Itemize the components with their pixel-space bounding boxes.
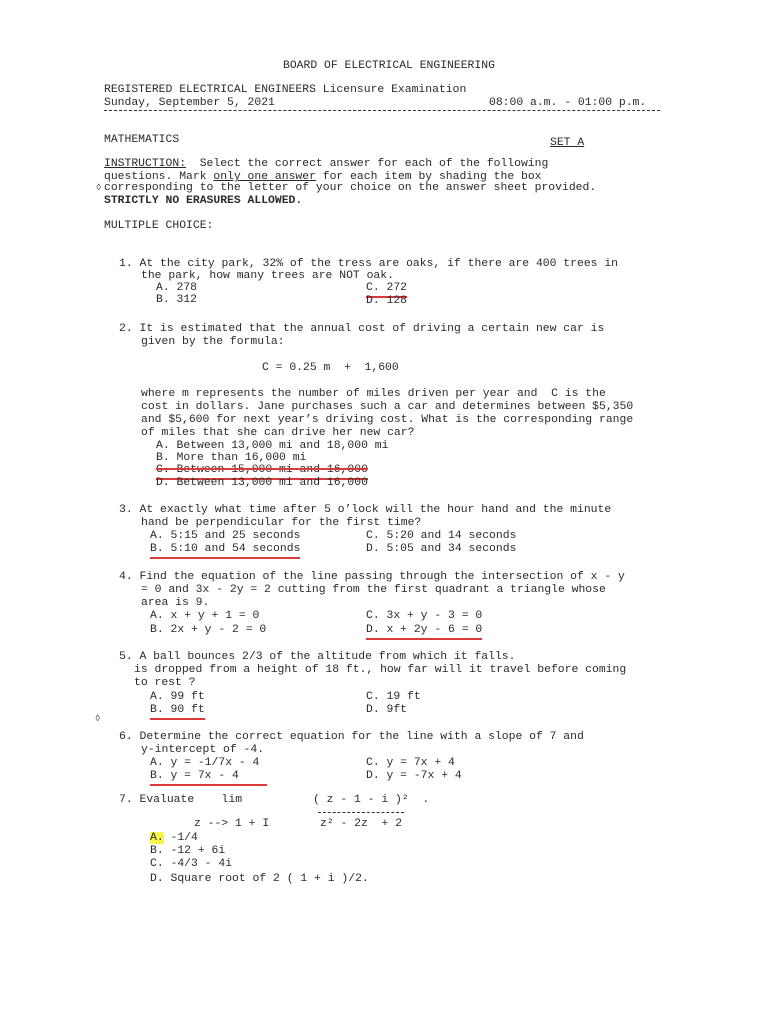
instruction-label: INSTRUCTION: [104,158,187,170]
q2-choice-c-marked: C. Between 15,000 mi and 16,000 [156,464,368,480]
q5-choice-d: D. 9ft [366,704,408,716]
q3-line-2: hand be perpendicular for the first time? [141,517,422,529]
q6-choice-c: C. y = 7x + 4 [366,757,455,769]
margin-diamond-icon: ◊ [96,183,102,193]
q4-line-1: 4. Find the equation of the line passing through the intersection of x - y [119,571,625,583]
q5-choice-c: C. 19 ft [366,691,421,703]
q5-line-3: to rest ? [134,677,196,689]
q7-choice-c: C. -4/3 - 4i [150,858,233,870]
q6-line-2: y-intercept of -4. [141,744,265,756]
q2-choice-b: B. More than 16,000 mi [156,452,307,464]
q6-choice-d: D. y = -7x + 4 [366,770,462,782]
q7-choice-b: B. -12 + 6i [150,845,226,857]
q3-choice-a: A. 5:15 and 25 seconds [150,530,301,542]
q4-choice-c: C. 3x + y - 3 = 0 [366,610,483,622]
q3-choice-b-marked: B. 5:10 and 54 seconds [150,543,300,559]
q1-choice-b: B. 312 [156,294,198,306]
q4-line-2: = 0 and 3x - 2y = 2 cutting from the first quadrant a triangle whose [141,584,606,596]
instruction-line-3: corresponding to the letter of your choice on the answer sheet provided. [104,182,597,194]
q7-choice-d: D. Square root of 2 ( 1 + i )/2. [150,873,369,885]
q1-line-1: 1. At the city park, 32% of the tress are oaks, if there are 400 trees in [119,258,618,270]
exam-title: REGISTERED ELECTRICAL ENGINEERS Licensure Examination [104,84,467,96]
q4-line-3: area is 9. [141,597,210,609]
instruction-text-2a: questions. Mark [104,171,214,183]
q5-choice-b-marked: B. 90 ft [150,704,205,720]
header-divider [104,110,660,111]
subject-title: MATHEMATICS [104,134,180,146]
q2-para-1: where m represents the number of miles driven per year and C is the [141,388,606,400]
instruction-line-4: STRICTLY NO ERASURES ALLOWED. [104,195,303,207]
instruction-text-1: Select the correct answer for each of the following [186,158,549,170]
instruction-text-2b: for each item by shading the box [315,171,542,183]
q6-choice-a: A. y = -1/7x - 4 [150,757,260,769]
q6-line-1: 6. Determine the correct equation for the line with a slope of 7 and [119,731,584,743]
q4-choice-d-marked: D. x + 2y - 6 = 0 [366,624,482,640]
exam-date: Sunday, September 5, 2021 [104,97,275,109]
q2-line-1: 2. It is estimated that the annual cost of driving a certain new car is [119,323,605,335]
q7-choice-a-highlight: A. [150,832,164,844]
margin-diamond-icon: ◊ [95,714,101,724]
q7-numerator: ( z - 1 - i )² . [313,794,430,806]
q5-line-2: is dropped from a height of 18 ft., how far will it travel before coming [134,664,627,676]
q2-para-3: and $5,600 for next year’s driving cost. What is the corresponding range [141,414,634,426]
section-title: MULTIPLE CHOICE: [104,220,214,232]
q7-line-1: 7. Evaluate lim [119,794,243,806]
q7-choice-a [150,832,198,846]
set-label: SET A [550,137,585,149]
q2-para-2: cost in dollars. Jane purchases such a car and determines between $5,350 [141,401,634,413]
q2-line-2: given by the formula: [141,336,285,348]
instruction-emphasis: only one answer [213,171,316,183]
q7-choice-a-text: -1/4 [163,832,198,844]
q3-choice-d: D. 5:05 and 34 seconds [366,543,517,555]
board-title: BOARD OF ELECTRICAL ENGINEERING [283,60,495,72]
q3-choice-c: C. 5:20 and 14 seconds [366,530,517,542]
q2-choice-d: D. Between 13,000 mi and 16,000 [156,477,368,489]
q4-choice-b: B. 2x + y - 2 = 0 [150,624,267,636]
instruction-line-1 [104,158,548,172]
q4-choice-a: A. x + y + 1 = 0 [150,610,260,622]
q5-choice-a: A. 99 ft [150,691,205,703]
q7-denominator: z² - 2z + 2 [320,818,403,830]
exam-time: 08:00 a.m. - 01:00 p.m. [489,97,647,109]
q2-choice-a: A. Between 13,000 mi and 18,000 mi [156,440,389,452]
q1-choice-d: D. 128 [366,295,408,307]
q7-fraction-bar [318,812,404,813]
q6-choice-b-marked: B. y = 7x - 4 [150,770,267,786]
q2-formula: C = 0.25 m + 1,600 [262,362,399,374]
q2-para-4: of miles that she can drive her new car? [141,427,415,439]
q3-line-1: 3. At exactly what time after 5 o’lock will the hour hand and the minute [119,504,612,516]
q1-choice-a: A. 278 [156,282,198,294]
q1-line-2: the park, how many trees are NOT oak. [141,270,394,282]
q5-line-1: 5. A ball bounces 2/3 of the altitude from which it falls. [119,651,516,663]
q7-limit-subscript: z --> 1 + I [194,818,270,830]
q1-choice-c-marked: C. 272 [366,282,407,298]
